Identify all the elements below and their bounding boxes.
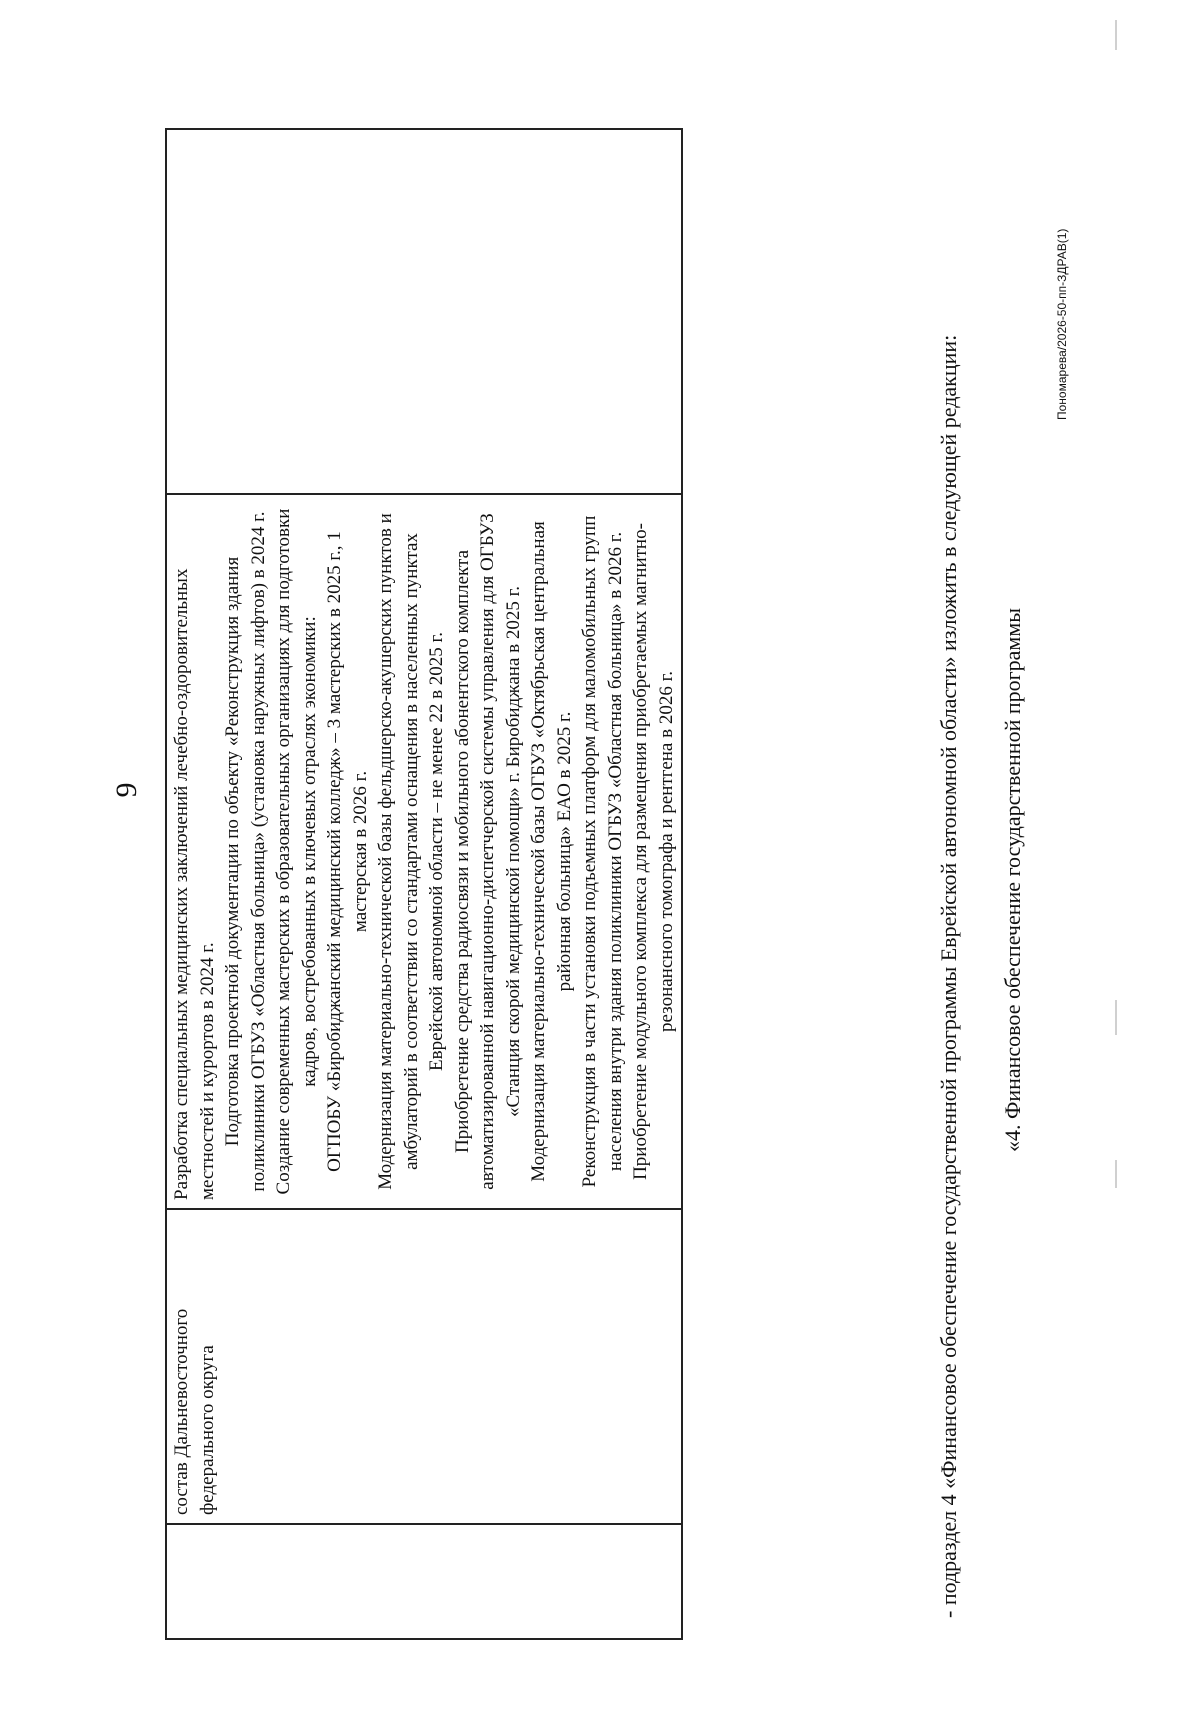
scan-mark bbox=[1115, 1160, 1117, 1188]
cell-measures bbox=[166, 494, 682, 1209]
section-heading: «4. Финансовое обеспечение государственной программы bbox=[1000, 607, 1025, 1153]
measure-item: Модернизация материально-технической базы ОГБУЗ «Октябрьская центральная районная больница» ЕАО в 2025 г. bbox=[528, 521, 575, 1182]
measure-item: Подготовка проектной документации по объекту «Реконструкция здания поликлиники ОГБУЗ «Областная больница» (установка наружных лифтов) в 2024 г. bbox=[222, 511, 269, 1192]
measure-item: Приобретение средства радиосвязи и мобильного абонентского комплекта автоматизированной навигационно-диспетчерской системы управления для ОГБУЗ «Станция скорой медицинской помощи» г. Биробиджана в 2025 г. bbox=[451, 513, 524, 1190]
footer-code: Пономарева/2026-50-пп-ЗДРАВ(1) bbox=[1055, 228, 1069, 420]
scan-mark bbox=[1115, 20, 1117, 50]
measure-item: Приобретение модульного комплекса для размещения приобретаемых магнитно-резонансного томографа и рентгена в 2026 г. bbox=[630, 523, 677, 1180]
page-number: 9 bbox=[110, 782, 143, 798]
measure-item: ОГПОБУ «Биробиджанский медицинский колледж» – 3 мастерских в 2025 г., 1 мастерская в 2026 г. bbox=[324, 531, 371, 1172]
rotated-page bbox=[80, 80, 1080, 1680]
table-row bbox=[166, 129, 682, 1639]
cell-result bbox=[166, 129, 682, 494]
cell-index bbox=[166, 1524, 682, 1639]
measure-item: Реконструкция в части установки подъемных платформ для маломобильных групп населения внутри здания поликлиники ОГБУЗ «Областная больница» в 2026 г. bbox=[579, 515, 626, 1188]
cell-subject: состав Дальневосточного федерального округа bbox=[166, 1209, 682, 1524]
program-table bbox=[165, 128, 683, 1640]
amendment-note: - подраздел 4 «Финансовое обеспечение государственной программы Еврейской автономной области» изложить в следующей редакции: bbox=[936, 334, 961, 1618]
measure-item: Модернизация материально-технической базы фельдшерско-акушерских пунктов и амбулаторий в соответствии со стандартами оснащения в населенных пунктах Еврейской автономной области – не менее 22 в 2025 г. bbox=[375, 513, 447, 1190]
measure-item: Создание современных мастерских в образовательных организациях для подготовки кадров, востребованных в ключевых отраслях экономики: bbox=[273, 508, 320, 1195]
scan-mark bbox=[1115, 1000, 1117, 1035]
measure-item: Разработка специальных медицинских заключений лечебно-оздоровительных местностей и курортов в 2024 г. bbox=[171, 568, 218, 1200]
